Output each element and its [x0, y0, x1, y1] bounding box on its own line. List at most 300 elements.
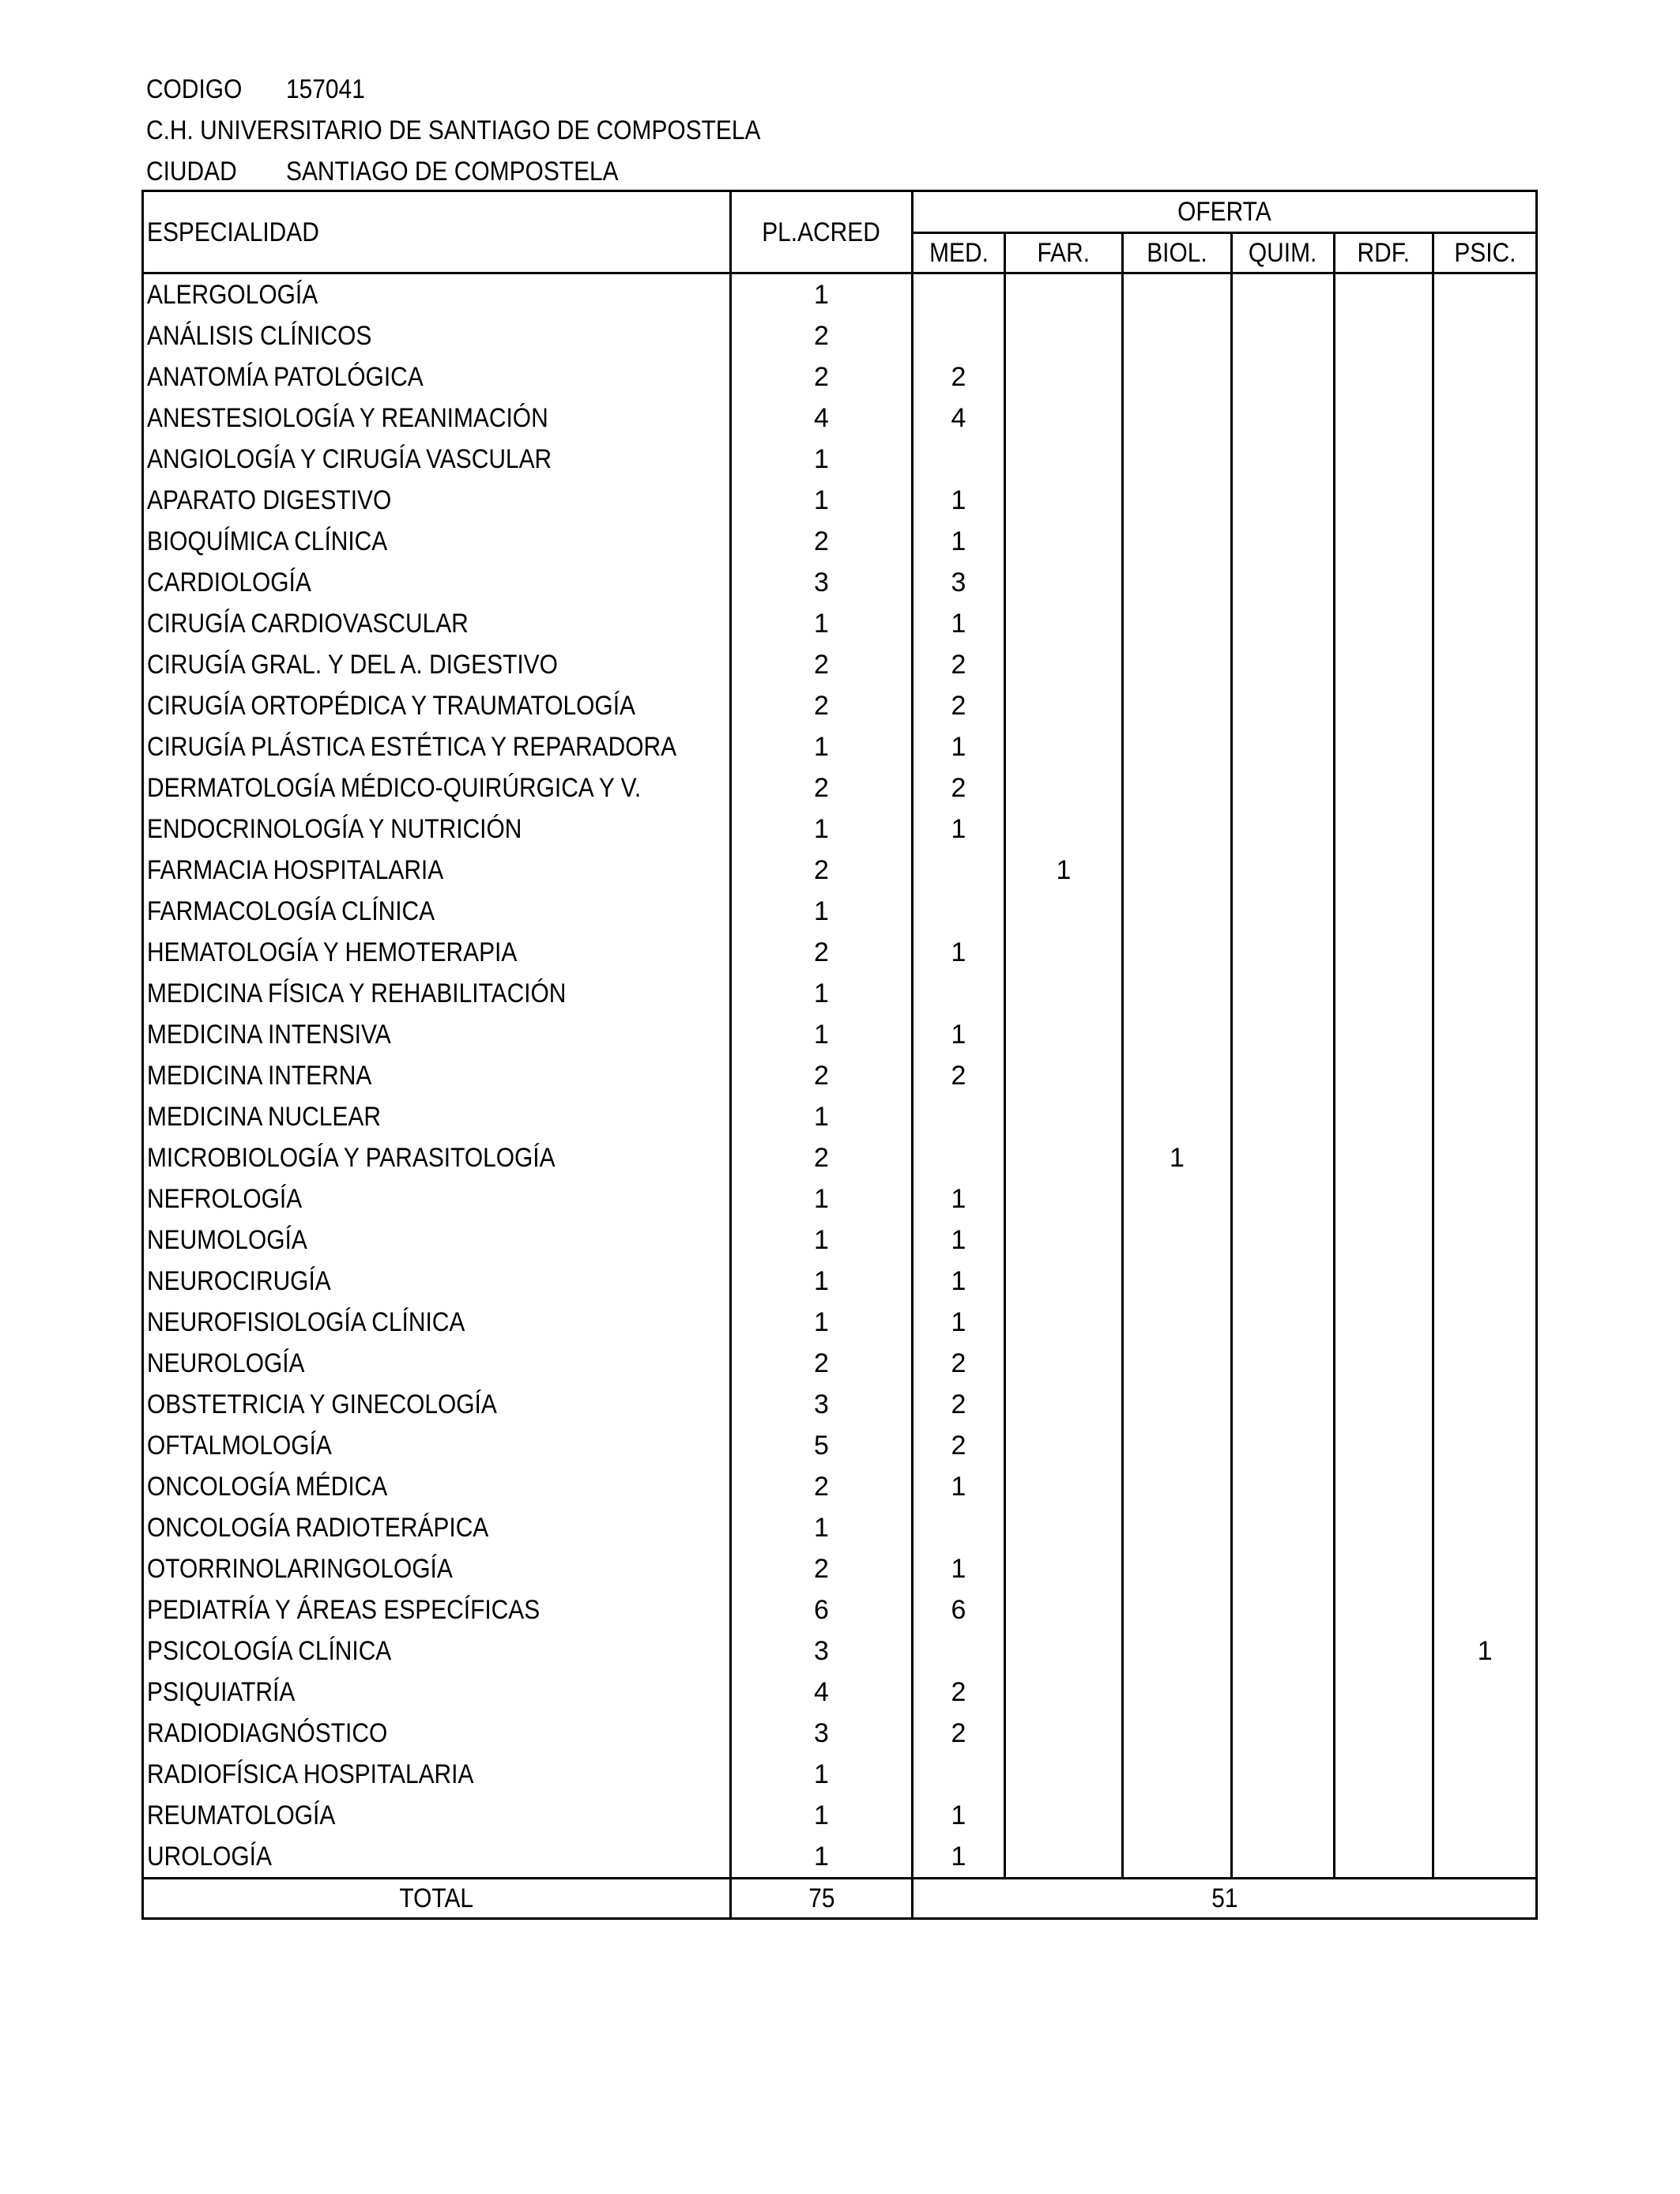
rdf-cell	[1335, 1507, 1433, 1548]
table-row	[143, 809, 1537, 850]
quim-cell	[1232, 1220, 1335, 1261]
psic-cell	[1433, 273, 1537, 316]
especialidad-cell: BIOQUÍMICA CLÍNICA	[143, 521, 731, 562]
pl-cell: 4	[731, 398, 913, 439]
far-cell	[1005, 1055, 1123, 1096]
pl-cell: 1	[731, 726, 913, 767]
quim-cell	[1232, 1137, 1335, 1178]
total-placred: 75	[731, 1879, 913, 1919]
psic-cell	[1433, 1302, 1537, 1343]
biol-cell	[1123, 1384, 1232, 1425]
quim-cell	[1232, 315, 1335, 356]
quim-cell	[1232, 1425, 1335, 1466]
far-cell	[1005, 398, 1123, 439]
quim-cell	[1232, 1178, 1335, 1220]
psic-cell	[1433, 1261, 1537, 1302]
pl-cell: 2	[731, 1466, 913, 1507]
table-row	[143, 1836, 1537, 1879]
far-cell	[1005, 1137, 1123, 1178]
quim-cell	[1232, 1343, 1335, 1384]
pl-cell: 4	[731, 1672, 913, 1713]
psic-cell	[1433, 1507, 1537, 1548]
table-row	[143, 439, 1537, 480]
especialidad-cell: NEUROLOGÍA	[143, 1343, 731, 1384]
far-cell	[1005, 1630, 1123, 1672]
med-cell: 1	[913, 726, 1005, 767]
header-especialidad: ESPECIALIDAD	[143, 191, 731, 273]
far-cell	[1005, 439, 1123, 480]
quim-cell	[1232, 767, 1335, 809]
quim-cell	[1232, 273, 1335, 316]
psic-cell	[1433, 1220, 1537, 1261]
pl-cell: 2	[731, 1548, 913, 1589]
med-cell	[913, 439, 1005, 480]
header-rdf: RDF.	[1335, 233, 1433, 273]
pl-cell: 3	[731, 562, 913, 603]
table-row	[143, 273, 1537, 316]
rdf-cell	[1335, 1630, 1433, 1672]
pl-cell: 1	[731, 1754, 913, 1795]
total-label: TOTAL	[143, 1879, 731, 1919]
biol-cell	[1123, 603, 1232, 644]
hospital-name: C.H. UNIVERSITARIO DE SANTIAGO DE COMPOSTELA	[146, 115, 761, 145]
pl-cell: 1	[731, 1795, 913, 1836]
pl-cell: 1	[731, 891, 913, 932]
table-row	[143, 767, 1537, 809]
med-cell	[913, 1630, 1005, 1672]
biol-cell	[1123, 1630, 1232, 1672]
psic-cell	[1433, 356, 1537, 398]
pl-cell: 2	[731, 767, 913, 809]
quim-cell	[1232, 439, 1335, 480]
codigo-label: CODIGO	[146, 74, 243, 104]
rdf-cell	[1335, 1672, 1433, 1713]
quim-cell	[1232, 891, 1335, 932]
pl-cell: 2	[731, 850, 913, 891]
quim-cell	[1232, 356, 1335, 398]
med-cell: 1	[913, 1795, 1005, 1836]
table-row	[143, 1548, 1537, 1589]
psic-cell	[1433, 1548, 1537, 1589]
biol-cell	[1123, 356, 1232, 398]
quim-cell	[1232, 1014, 1335, 1055]
med-cell: 1	[913, 1014, 1005, 1055]
header-placred: PL.ACRED	[731, 191, 913, 273]
pl-cell: 6	[731, 1589, 913, 1630]
med-cell: 1	[913, 932, 1005, 973]
table-row	[143, 521, 1537, 562]
far-cell	[1005, 1672, 1123, 1713]
psic-cell	[1433, 644, 1537, 685]
especialidad-cell: RADIODIAGNÓSTICO	[143, 1713, 731, 1754]
table-row	[143, 1672, 1537, 1713]
table-row	[143, 1220, 1537, 1261]
pl-cell: 3	[731, 1713, 913, 1754]
table-row	[143, 1630, 1537, 1672]
far-cell	[1005, 1425, 1123, 1466]
rdf-cell	[1335, 1425, 1433, 1466]
rdf-cell	[1335, 521, 1433, 562]
biol-cell	[1123, 1178, 1232, 1220]
far-cell	[1005, 356, 1123, 398]
quim-cell	[1232, 932, 1335, 973]
psic-cell	[1433, 1589, 1537, 1630]
psic-cell	[1433, 973, 1537, 1014]
psic-cell	[1433, 1754, 1537, 1795]
psic-cell	[1433, 1137, 1537, 1178]
pl-cell: 1	[731, 273, 913, 316]
rdf-cell	[1335, 767, 1433, 809]
especialidad-cell: FARMACOLOGÍA CLÍNICA	[143, 891, 731, 932]
psic-cell	[1433, 439, 1537, 480]
table-row	[143, 973, 1537, 1014]
header-psic: PSIC.	[1433, 233, 1537, 273]
rdf-cell	[1335, 932, 1433, 973]
especialidad-cell: DERMATOLOGÍA MÉDICO-QUIRÚRGICA Y V.	[143, 767, 731, 809]
especialidad-cell: CIRUGÍA ORTOPÉDICA Y TRAUMATOLOGÍA	[143, 685, 731, 726]
far-cell	[1005, 1178, 1123, 1220]
rdf-cell	[1335, 603, 1433, 644]
ciudad-value: SANTIAGO DE COMPOSTELA	[286, 156, 619, 187]
ciudad-label: CIUDAD	[146, 156, 237, 187]
biol-cell	[1123, 521, 1232, 562]
pl-cell: 2	[731, 315, 913, 356]
biol-cell	[1123, 1425, 1232, 1466]
rdf-cell	[1335, 1836, 1433, 1879]
psic-cell	[1433, 1014, 1537, 1055]
table-row	[143, 726, 1537, 767]
far-cell	[1005, 644, 1123, 685]
med-cell: 1	[913, 480, 1005, 521]
far-cell	[1005, 1836, 1123, 1879]
med-cell: 2	[913, 767, 1005, 809]
especialidad-cell: ANESTESIOLOGÍA Y REANIMACIÓN	[143, 398, 731, 439]
pl-cell: 2	[731, 1137, 913, 1178]
pl-cell: 2	[731, 1343, 913, 1384]
pl-cell: 1	[731, 1836, 913, 1879]
biol-cell	[1123, 850, 1232, 891]
biol-cell	[1123, 1343, 1232, 1384]
pl-cell: 1	[731, 1220, 913, 1261]
psic-cell	[1433, 1466, 1537, 1507]
biol-cell	[1123, 932, 1232, 973]
rdf-cell	[1335, 1384, 1433, 1425]
rdf-cell	[1335, 726, 1433, 767]
med-cell: 2	[913, 1425, 1005, 1466]
med-cell: 1	[913, 603, 1005, 644]
rdf-cell	[1335, 850, 1433, 891]
especialidad-cell: OFTALMOLOGÍA	[143, 1425, 731, 1466]
rdf-cell	[1335, 973, 1433, 1014]
quim-cell	[1232, 1836, 1335, 1879]
quim-cell	[1232, 973, 1335, 1014]
quim-cell	[1232, 1507, 1335, 1548]
table-row	[143, 1014, 1537, 1055]
pl-cell: 3	[731, 1384, 913, 1425]
psic-cell	[1433, 1795, 1537, 1836]
psic-cell	[1433, 1343, 1537, 1384]
far-cell	[1005, 1754, 1123, 1795]
med-cell: 1	[913, 1548, 1005, 1589]
pl-cell: 1	[731, 1302, 913, 1343]
quim-cell	[1232, 1672, 1335, 1713]
rdf-cell	[1335, 1014, 1433, 1055]
especialidad-cell: OBSTETRICIA Y GINECOLOGÍA	[143, 1384, 731, 1425]
table-row	[143, 1055, 1537, 1096]
header-med: MED.	[913, 233, 1005, 273]
biol-cell	[1123, 398, 1232, 439]
far-cell	[1005, 726, 1123, 767]
psic-cell	[1433, 1178, 1537, 1220]
rdf-cell	[1335, 562, 1433, 603]
header-biol: BIOL.	[1123, 233, 1232, 273]
especialidad-cell: CIRUGÍA PLÁSTICA ESTÉTICA Y REPARADORA	[143, 726, 731, 767]
rdf-cell	[1335, 439, 1433, 480]
quim-cell	[1232, 644, 1335, 685]
psic-cell	[1433, 562, 1537, 603]
especialidad-cell: UROLOGÍA	[143, 1836, 731, 1879]
pl-cell: 1	[731, 1014, 913, 1055]
especialidad-cell: FARMACIA HOSPITALARIA	[143, 850, 731, 891]
psic-cell	[1433, 932, 1537, 973]
biol-cell: 1	[1123, 1137, 1232, 1178]
header-far: FAR.	[1005, 233, 1123, 273]
psic-cell	[1433, 767, 1537, 809]
quim-cell	[1232, 1466, 1335, 1507]
psic-cell	[1433, 850, 1537, 891]
codigo-value: 157041	[286, 74, 365, 104]
biol-cell	[1123, 767, 1232, 809]
psic-cell	[1433, 809, 1537, 850]
especialidad-cell: ONCOLOGÍA RADIOTERÁPICA	[143, 1507, 731, 1548]
table-row	[143, 1178, 1537, 1220]
far-cell	[1005, 480, 1123, 521]
biol-cell	[1123, 562, 1232, 603]
med-cell: 1	[913, 521, 1005, 562]
pl-cell: 2	[731, 685, 913, 726]
rdf-cell	[1335, 1137, 1433, 1178]
pl-cell: 1	[731, 809, 913, 850]
far-cell	[1005, 685, 1123, 726]
especialidad-cell: NEUROCIRUGÍA	[143, 1261, 731, 1302]
far-cell	[1005, 809, 1123, 850]
table-row	[143, 398, 1537, 439]
rdf-cell	[1335, 480, 1433, 521]
far-cell	[1005, 315, 1123, 356]
far-cell	[1005, 1343, 1123, 1384]
far-cell	[1005, 1220, 1123, 1261]
far-cell	[1005, 562, 1123, 603]
especialidad-cell: MEDICINA INTERNA	[143, 1055, 731, 1096]
pl-cell: 1	[731, 1261, 913, 1302]
rdf-cell	[1335, 1178, 1433, 1220]
especialidad-cell: CIRUGÍA GRAL. Y DEL A. DIGESTIVO	[143, 644, 731, 685]
rdf-cell	[1335, 1220, 1433, 1261]
far-cell	[1005, 891, 1123, 932]
rdf-cell	[1335, 1096, 1433, 1137]
pl-cell: 2	[731, 644, 913, 685]
biol-cell	[1123, 1589, 1232, 1630]
biol-cell	[1123, 1713, 1232, 1754]
rdf-cell	[1335, 1466, 1433, 1507]
table-row	[143, 1261, 1537, 1302]
biol-cell	[1123, 1672, 1232, 1713]
far-cell	[1005, 1302, 1123, 1343]
biol-cell	[1123, 1220, 1232, 1261]
med-cell: 4	[913, 398, 1005, 439]
med-cell: 1	[913, 1836, 1005, 1879]
header-oferta: OFERTA	[913, 191, 1537, 233]
biol-cell	[1123, 1466, 1232, 1507]
med-cell	[913, 973, 1005, 1014]
psic-cell	[1433, 521, 1537, 562]
biol-cell	[1123, 1261, 1232, 1302]
far-cell	[1005, 973, 1123, 1014]
especialidad-cell: PSIQUIATRÍA	[143, 1672, 731, 1713]
table-row	[143, 1713, 1537, 1754]
table-row	[143, 1795, 1537, 1836]
quim-cell	[1232, 521, 1335, 562]
rdf-cell	[1335, 315, 1433, 356]
biol-cell	[1123, 973, 1232, 1014]
biol-cell	[1123, 439, 1232, 480]
med-cell: 2	[913, 644, 1005, 685]
rdf-cell	[1335, 685, 1433, 726]
psic-cell	[1433, 1672, 1537, 1713]
especialidad-cell: APARATO DIGESTIVO	[143, 480, 731, 521]
far-cell	[1005, 767, 1123, 809]
biol-cell	[1123, 315, 1232, 356]
med-cell	[913, 1754, 1005, 1795]
especialidad-cell: ALERGOLOGÍA	[143, 273, 731, 316]
biol-cell	[1123, 1014, 1232, 1055]
med-cell	[913, 850, 1005, 891]
med-cell: 2	[913, 685, 1005, 726]
especialidad-cell: NEUROFISIOLOGÍA CLÍNICA	[143, 1302, 731, 1343]
biol-cell	[1123, 726, 1232, 767]
especialidad-cell: ANGIOLOGÍA Y CIRUGÍA VASCULAR	[143, 439, 731, 480]
biol-cell	[1123, 1096, 1232, 1137]
med-cell	[913, 273, 1005, 316]
especialidad-cell: MEDICINA FÍSICA Y REHABILITACIÓN	[143, 973, 731, 1014]
med-cell: 1	[913, 1466, 1005, 1507]
rdf-cell	[1335, 1754, 1433, 1795]
table-row	[143, 562, 1537, 603]
table-row	[143, 850, 1537, 891]
quim-cell	[1232, 809, 1335, 850]
total-oferta: 51	[913, 1879, 1537, 1919]
especialidad-cell: HEMATOLOGÍA Y HEMOTERAPIA	[143, 932, 731, 973]
pl-cell: 1	[731, 603, 913, 644]
psic-cell	[1433, 726, 1537, 767]
med-cell: 6	[913, 1589, 1005, 1630]
table-row	[143, 356, 1537, 398]
rdf-cell	[1335, 1055, 1433, 1096]
psic-cell	[1433, 685, 1537, 726]
especialidad-cell: ANÁLISIS CLÍNICOS	[143, 315, 731, 356]
quim-cell	[1232, 398, 1335, 439]
pl-cell: 3	[731, 1630, 913, 1672]
far-cell	[1005, 1014, 1123, 1055]
especialidad-cell: ONCOLOGÍA MÉDICA	[143, 1466, 731, 1507]
especialidad-cell: ANATOMÍA PATOLÓGICA	[143, 356, 731, 398]
biol-cell	[1123, 1507, 1232, 1548]
biol-cell	[1123, 1836, 1232, 1879]
table-row	[143, 1589, 1537, 1630]
quim-cell	[1232, 480, 1335, 521]
rdf-cell	[1335, 644, 1433, 685]
table-row	[143, 1425, 1537, 1466]
quim-cell	[1232, 1548, 1335, 1589]
med-cell	[913, 315, 1005, 356]
quim-cell	[1232, 685, 1335, 726]
med-cell: 2	[913, 1384, 1005, 1425]
table-row	[143, 1137, 1537, 1178]
especialidad-cell: MICROBIOLOGÍA Y PARASITOLOGÍA	[143, 1137, 731, 1178]
psic-cell	[1433, 1384, 1537, 1425]
especialidad-cell: PSICOLOGÍA CLÍNICA	[143, 1630, 731, 1672]
rdf-cell	[1335, 1548, 1433, 1589]
psic-cell	[1433, 603, 1537, 644]
pl-cell: 2	[731, 1055, 913, 1096]
pl-cell: 1	[731, 1507, 913, 1548]
plazas-table	[141, 190, 1538, 1920]
especialidad-cell: RADIOFÍSICA HOSPITALARIA	[143, 1754, 731, 1795]
pl-cell: 1	[731, 439, 913, 480]
biol-cell	[1123, 644, 1232, 685]
far-cell	[1005, 1795, 1123, 1836]
especialidad-cell: OTORRINOLARINGOLOGÍA	[143, 1548, 731, 1589]
quim-cell	[1232, 1754, 1335, 1795]
quim-cell	[1232, 1302, 1335, 1343]
especialidad-cell: CIRUGÍA CARDIOVASCULAR	[143, 603, 731, 644]
biol-cell	[1123, 1055, 1232, 1096]
rdf-cell	[1335, 1589, 1433, 1630]
rdf-cell	[1335, 398, 1433, 439]
quim-cell	[1232, 1713, 1335, 1754]
quim-cell	[1232, 1589, 1335, 1630]
psic-cell	[1433, 1425, 1537, 1466]
header-quim: QUIM.	[1232, 233, 1335, 273]
pl-cell: 1	[731, 1096, 913, 1137]
table-row	[143, 480, 1537, 521]
rdf-cell	[1335, 1343, 1433, 1384]
far-cell	[1005, 1507, 1123, 1548]
psic-cell	[1433, 1713, 1537, 1754]
pl-cell: 2	[731, 932, 913, 973]
especialidad-cell: REUMATOLOGÍA	[143, 1795, 731, 1836]
rdf-cell	[1335, 1302, 1433, 1343]
biol-cell	[1123, 1548, 1232, 1589]
rdf-cell	[1335, 356, 1433, 398]
rdf-cell	[1335, 1713, 1433, 1754]
quim-cell	[1232, 1055, 1335, 1096]
med-cell: 1	[913, 1302, 1005, 1343]
quim-cell	[1232, 603, 1335, 644]
table-row	[143, 1343, 1537, 1384]
far-cell	[1005, 1713, 1123, 1754]
quim-cell	[1232, 1795, 1335, 1836]
psic-cell	[1433, 1055, 1537, 1096]
far-cell	[1005, 521, 1123, 562]
psic-cell	[1433, 1836, 1537, 1879]
psic-cell: 1	[1433, 1630, 1537, 1672]
quim-cell	[1232, 726, 1335, 767]
med-cell: 1	[913, 1178, 1005, 1220]
med-cell: 2	[913, 1055, 1005, 1096]
biol-cell	[1123, 1754, 1232, 1795]
pl-cell: 2	[731, 521, 913, 562]
